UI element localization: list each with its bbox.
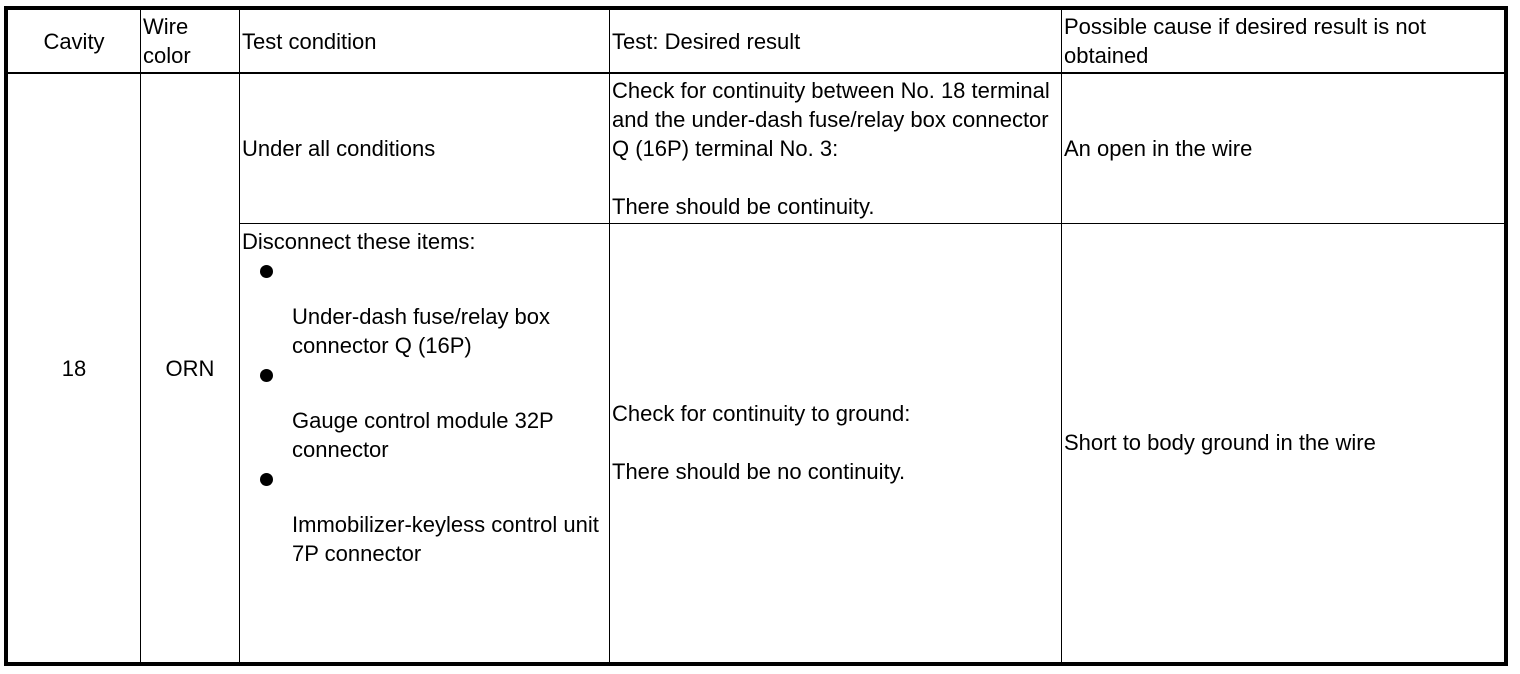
- cell-wire-color: ORN: [141, 73, 240, 663]
- list-item: [242, 372, 607, 464]
- header-wire-color: Wire color: [141, 10, 240, 74]
- list-item: [242, 268, 607, 360]
- list-item: [242, 476, 607, 568]
- cell-desired-result-2: [610, 223, 1062, 663]
- result-1-instruction: Check for continuity between No. 18 terminal and the under-dash fuse/relay box connector Q (16P) terminal No. 3:: [612, 77, 1050, 161]
- disconnect-item-label: Immobilizer-keyless control unit 7P connector: [292, 511, 599, 566]
- diagnostic-table-frame: [4, 6, 1508, 666]
- disconnect-item-label: Under-dash fuse/relay box connector Q (16P): [292, 303, 551, 358]
- disconnect-items-list: [242, 268, 607, 568]
- table-row: [8, 73, 1505, 223]
- result-2-expectation: There should be no continuity.: [612, 459, 906, 485]
- header-desired-result: Test: Desired result: [610, 10, 1062, 74]
- bullet-icon: [260, 265, 273, 278]
- disconnect-item-label: Gauge control module 32P connector: [292, 407, 554, 462]
- cell-test-condition-2: [240, 223, 610, 663]
- condition-2-intro: Disconnect these items:: [242, 228, 476, 254]
- header-cavity: Cavity: [8, 10, 141, 74]
- cell-possible-cause-2: Short to body ground in the wire: [1062, 223, 1505, 663]
- bullet-icon: [260, 369, 273, 382]
- cell-possible-cause-1: An open in the wire: [1062, 73, 1505, 223]
- result-1-expectation: There should be continuity.: [612, 193, 875, 219]
- bullet-icon: [260, 473, 273, 486]
- cell-desired-result-1: [610, 73, 1062, 223]
- cell-test-condition-1: Under all conditions: [240, 73, 610, 223]
- result-2-instruction: Check for continuity to ground:: [612, 401, 911, 427]
- cell-cavity: 18: [8, 73, 141, 663]
- diagnostic-table: [7, 9, 1505, 663]
- header-possible-cause: Possible cause if desired result is not obtained: [1062, 10, 1505, 74]
- table-header-row: [8, 10, 1505, 74]
- header-test-condition: Test condition: [240, 10, 610, 74]
